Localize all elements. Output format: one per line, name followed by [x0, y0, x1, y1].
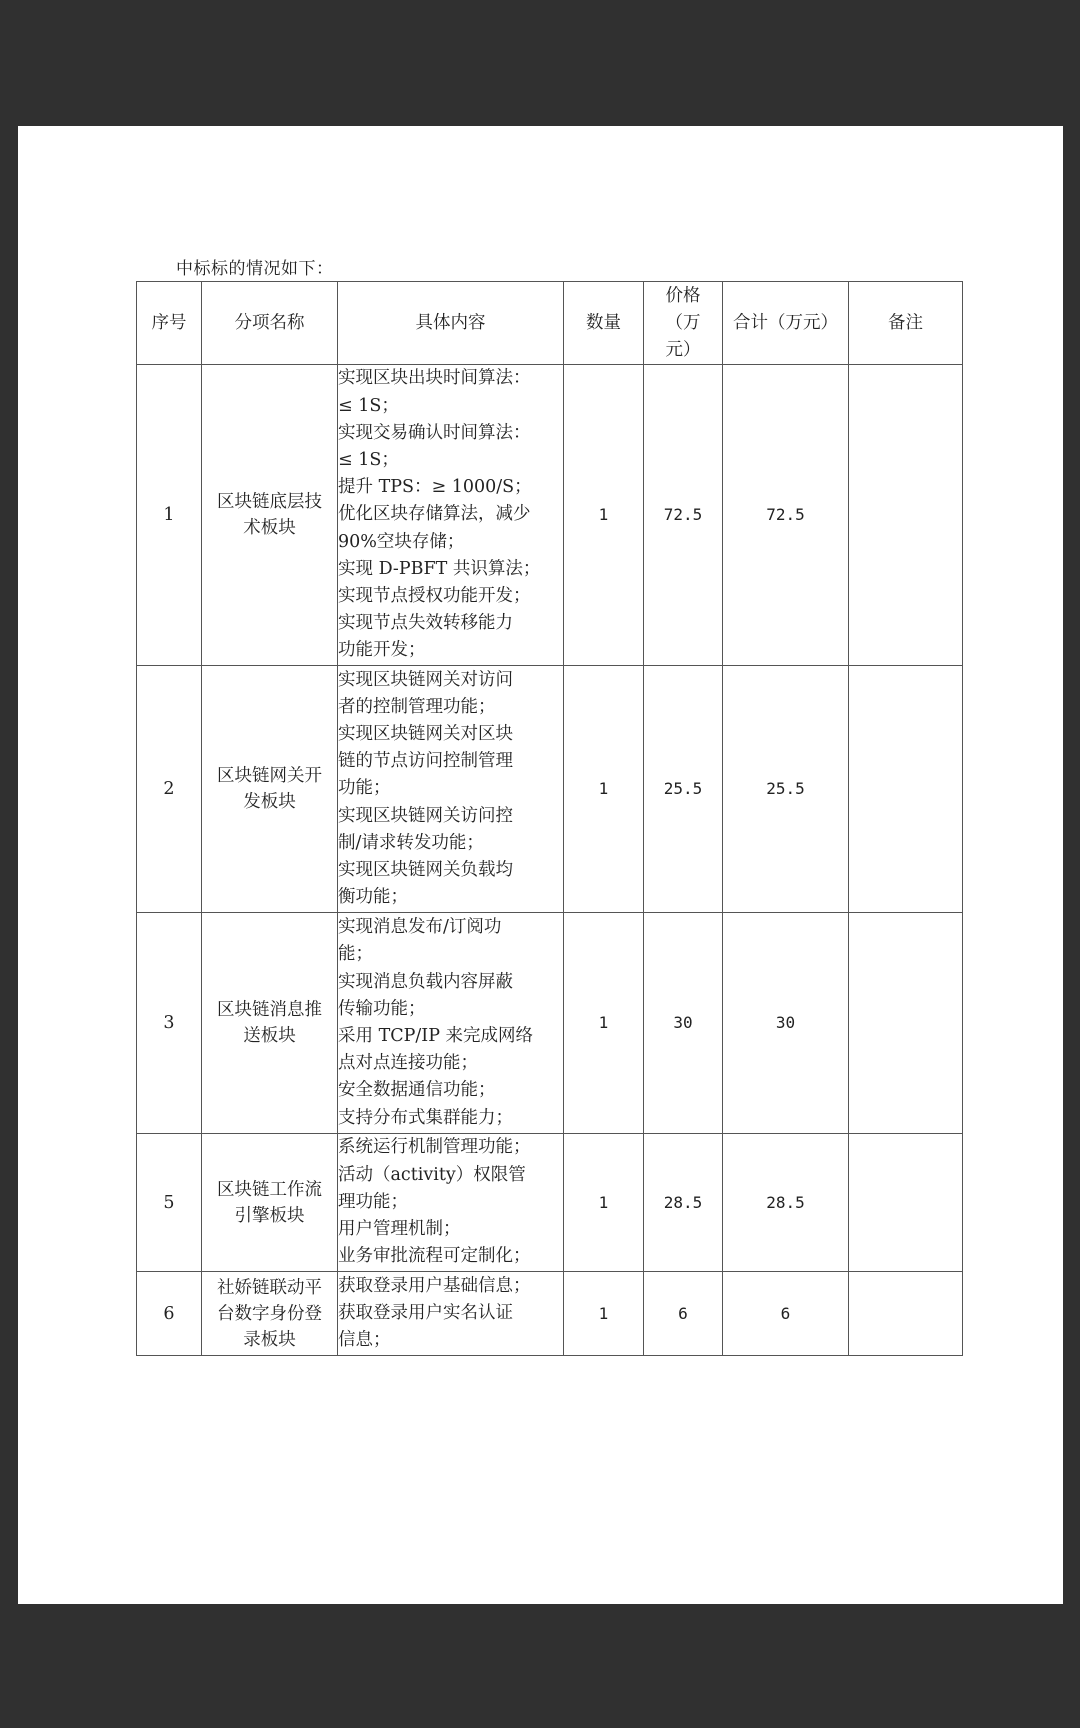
header-price-line: 价格	[665, 285, 701, 306]
item-name-line: 区块链网关开	[217, 766, 322, 786]
document-page	[18, 126, 1063, 1604]
header-name: 分项名称	[202, 282, 338, 365]
total-cell: 28.5	[723, 1134, 849, 1272]
header-qty: 数量	[564, 282, 644, 365]
item-name-cell	[202, 1272, 338, 1356]
detail-cell	[338, 365, 564, 666]
detail-line: 实现消息负载内容屏蔽	[338, 971, 513, 992]
detail-line: 安全数据通信功能；	[338, 1080, 496, 1101]
item-name-line: 发板块	[243, 792, 296, 812]
item-name-line: 区块链消息推	[217, 1000, 322, 1020]
detail-line: 业务审批流程可定制化；	[338, 1246, 531, 1267]
header-price-line: （万	[665, 312, 701, 333]
detail-line: 90%空块存储；	[338, 531, 465, 552]
detail-line: 实现 D-PBFT 共识算法；	[338, 558, 541, 579]
detail-line: 实现区块出块时间算法：	[338, 368, 531, 389]
detail-cell	[338, 1272, 564, 1356]
qty-cell: 1	[564, 666, 644, 913]
price-cell: 30	[644, 913, 723, 1134]
header-note: 备注	[849, 282, 963, 365]
detail-line: ≤ 1S；	[338, 395, 399, 416]
detail-line: 能；	[338, 944, 373, 965]
note-cell	[849, 365, 963, 666]
item-name-line: 区块链底层技	[217, 492, 322, 512]
detail-line: 实现区块链网关对区块	[338, 723, 513, 744]
seq-cell: 2	[137, 666, 202, 913]
detail-line: 系统运行机制管理功能；	[338, 1137, 531, 1158]
detail-line: 获取登录用户实名认证	[338, 1302, 513, 1323]
item-name-cell	[202, 365, 338, 666]
detail-line: 实现区块链网关访问控	[338, 805, 513, 826]
intro-text: 中标标的情况如下：	[176, 259, 334, 279]
detail-line: 传输功能；	[338, 998, 426, 1019]
detail-line: 点对点连接功能；	[338, 1053, 478, 1074]
detail-cell	[338, 666, 564, 913]
total-cell: 30	[723, 913, 849, 1134]
detail-line: 实现区块链网关对访问	[338, 669, 513, 690]
qty-cell: 1	[564, 1134, 644, 1272]
price-cell: 25.5	[644, 666, 723, 913]
detail-line: 活动（activity）权限管	[338, 1164, 526, 1185]
header-row	[137, 282, 963, 365]
table-row	[137, 666, 963, 913]
qty-cell: 1	[564, 365, 644, 666]
detail-cell	[338, 1134, 564, 1272]
detail-line: 衡功能；	[338, 887, 408, 908]
item-name-line: 送板块	[243, 1026, 296, 1046]
item-name-line: 区块链工作流	[217, 1179, 322, 1200]
detail-line: 优化区块存储算法，减少	[338, 504, 531, 525]
detail-line: 功能；	[338, 778, 391, 799]
detail-line: 实现交易确认时间算法：	[338, 422, 531, 443]
detail-line: 功能开发；	[338, 640, 426, 661]
table-row	[137, 365, 963, 666]
detail-cell	[338, 913, 564, 1134]
seq-cell: 5	[137, 1134, 202, 1272]
header-seq: 序号	[137, 282, 202, 365]
detail-line: 获取登录用户基础信息；	[338, 1275, 531, 1296]
price-cell: 28.5	[644, 1134, 723, 1272]
item-name-line: 台数字身份登	[217, 1303, 322, 1324]
item-name-cell	[202, 1134, 338, 1272]
header-detail: 具体内容	[338, 282, 564, 365]
item-name-cell	[202, 666, 338, 913]
qty-cell: 1	[564, 1272, 644, 1356]
detail-line: 制/请求转发功能；	[338, 832, 484, 853]
seq-cell: 1	[137, 365, 202, 666]
detail-line: 实现节点失效转移能力	[338, 613, 513, 634]
detail-line: 链的节点访问控制管理	[338, 751, 513, 772]
seq-cell: 6	[137, 1272, 202, 1356]
price-cell: 6	[644, 1272, 723, 1356]
detail-line: 支持分布式集群能力；	[338, 1107, 513, 1128]
total-cell: 25.5	[723, 666, 849, 913]
detail-line: 提升 TPS：≥ 1000/S；	[338, 477, 532, 498]
total-cell: 72.5	[723, 365, 849, 666]
qty-cell: 1	[564, 913, 644, 1134]
detail-line: 者的控制管理功能；	[338, 696, 496, 717]
table-row	[137, 913, 963, 1134]
detail-line: 实现节点授权功能开发；	[338, 586, 531, 606]
note-cell	[849, 666, 963, 913]
header-price-line: 元）	[665, 339, 701, 360]
table-row	[137, 1272, 963, 1356]
detail-line: 采用 TCP/IP 来完成网络	[338, 1026, 534, 1046]
detail-line: 理功能；	[338, 1191, 408, 1212]
seq-cell: 3	[137, 913, 202, 1134]
price-cell: 72.5	[644, 365, 723, 666]
item-name-cell	[202, 913, 338, 1134]
header-total: 合计（万元）	[723, 282, 849, 365]
item-name-line: 引擎板块	[234, 1205, 305, 1226]
note-cell	[849, 1272, 963, 1356]
detail-line: 实现消息发布/订阅功	[338, 917, 502, 938]
detail-line: ≤ 1S；	[338, 449, 399, 470]
item-name-line: 录板块	[243, 1329, 296, 1350]
item-name-line: 术板块	[243, 518, 296, 538]
bid-table	[136, 281, 963, 1356]
table-row	[137, 1134, 963, 1272]
item-name-line: 社娇链联动平	[217, 1277, 322, 1298]
detail-line: 实现区块链网关负载均	[338, 860, 513, 880]
detail-line: 用户管理机制；	[338, 1219, 461, 1240]
header-price	[644, 282, 723, 365]
detail-line: 信息；	[338, 1330, 391, 1351]
note-cell	[849, 1134, 963, 1272]
total-cell: 6	[723, 1272, 849, 1356]
note-cell	[849, 913, 963, 1134]
